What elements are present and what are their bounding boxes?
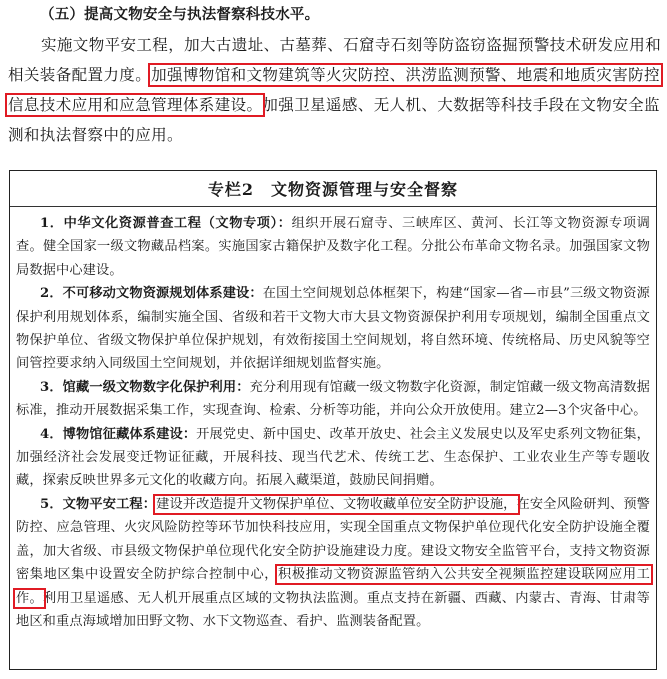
intro-paragraph — [8, 30, 662, 150]
column-box-divider — [10, 206, 656, 207]
list-item-2 — [16, 282, 650, 376]
list-item-5-mid: 在安全风险研判、预警防控、应急管理、火灾风险防控等环节加快科技应用，实现全国重点文物保护单位现代化安全防护设施全覆盖，加大省级、市县级文物保护单位现代化安全防护设施建设力度。建设文物安全监管平台，支持文物资源密集地区集中设置安全防护综合控制中心， — [16, 496, 650, 583]
list-item-4-text: 开展党史、新中国史、改革开放史、社会主义发展史以及军史系列文物征集，加强经济社会发展变迁物证征藏，开展科技、现当代艺术、传统工艺、生态保护、工业农业生产等专题收藏，探索反映世界多元文化的收藏方向。拓展入藏渠道，鼓励民间捐赠。 — [16, 426, 650, 489]
list-item-4-lead: 4．博物馆征藏体系建设： — [40, 426, 197, 442]
highlighted-text-protection-facilities: 建设并改造提升文物保护单位、文物收藏单位安全防护设施， — [156, 496, 517, 512]
list-item-3-text: 充分利用现有馆藏一级文物数字化资源，制定馆藏一级文物高清数据标准，推动开展数据采集工作，实现查询、检索、分析等功能，并向公众开放使用。建立2—3个灾备中心。 — [16, 379, 650, 419]
column-box — [9, 170, 657, 670]
list-item-1-text: 组织开展石窟寺、三峡库区、黄河、长江等文物资源专项调查。健全国家一级文物藏品档案。实施国家古籍保护及数字化工程。分批公布革命文物名录。加强国家文物局数据中心建设。 — [16, 216, 650, 278]
list-item-4 — [16, 423, 650, 493]
list-item-3-lead: 3．馆藏一级文物数字化保护利用： — [40, 379, 250, 395]
highlighted-text-disaster-prevention: 加强博物馆和文物建筑等火灾防控、洪涝监测预警、地震和地质灾害防控信息技术应用和应急管理体系建设。 — [8, 66, 660, 114]
column-box-items — [10, 212, 656, 633]
list-item-1 — [16, 212, 650, 282]
intro-text-part2: 加强卫星遥感、无人机、大数据等科技手段在文物安全监测和执法督察中的应用。 — [8, 96, 660, 144]
list-item-3 — [16, 376, 650, 423]
column-box-title: 专栏2 文物资源管理与安全督察 — [207, 180, 459, 199]
section-heading: （五）提高文物安全与执法督察科技水平。 — [40, 6, 320, 23]
list-item-5 — [16, 493, 650, 633]
list-item-2-lead: 2．不可移动文物资源规划体系建设： — [40, 286, 263, 302]
list-item-2-text: 在国土空间规划总体框架下，构建“国家—省—市县”三级文物资源保护利用规划体系，编制实施全国、省级和若干文物大市大县文物资源保护利用专项规划，编制全国重点文物保护单位、省级文物保护单位保护规划，有效衔接国土空间规划，将自然环境、传统格局、历史风貌等空间管控要求纳入同级国土空间规划，并依据详细规划监督实施。 — [16, 286, 651, 372]
list-item-5-tail: 利用卫星遥感、无人机开展重点区域的文物执法监测。重点支持在新疆、西藏、内蒙古、青海、甘肃等地区和重点海域增加田野文物、水下文物巡查、看护、监测装备配置。 — [16, 590, 650, 629]
list-item-1-lead: 1．中华文化资源普查工程（文物专项）： — [40, 216, 292, 231]
list-item-5-lead: 5．文物平安工程： — [40, 496, 157, 512]
intro-text-part1: 实施文物平安工程，加大古遗址、古墓葬、石窟寺石刻等防盗窃盗掘预警技术研发应用和相关装备配置力度。 — [8, 36, 662, 84]
highlighted-text-video-monitoring: 积极推动文物资源监管纳入公共安全视频监控建设联网应用工作。 — [16, 567, 650, 606]
